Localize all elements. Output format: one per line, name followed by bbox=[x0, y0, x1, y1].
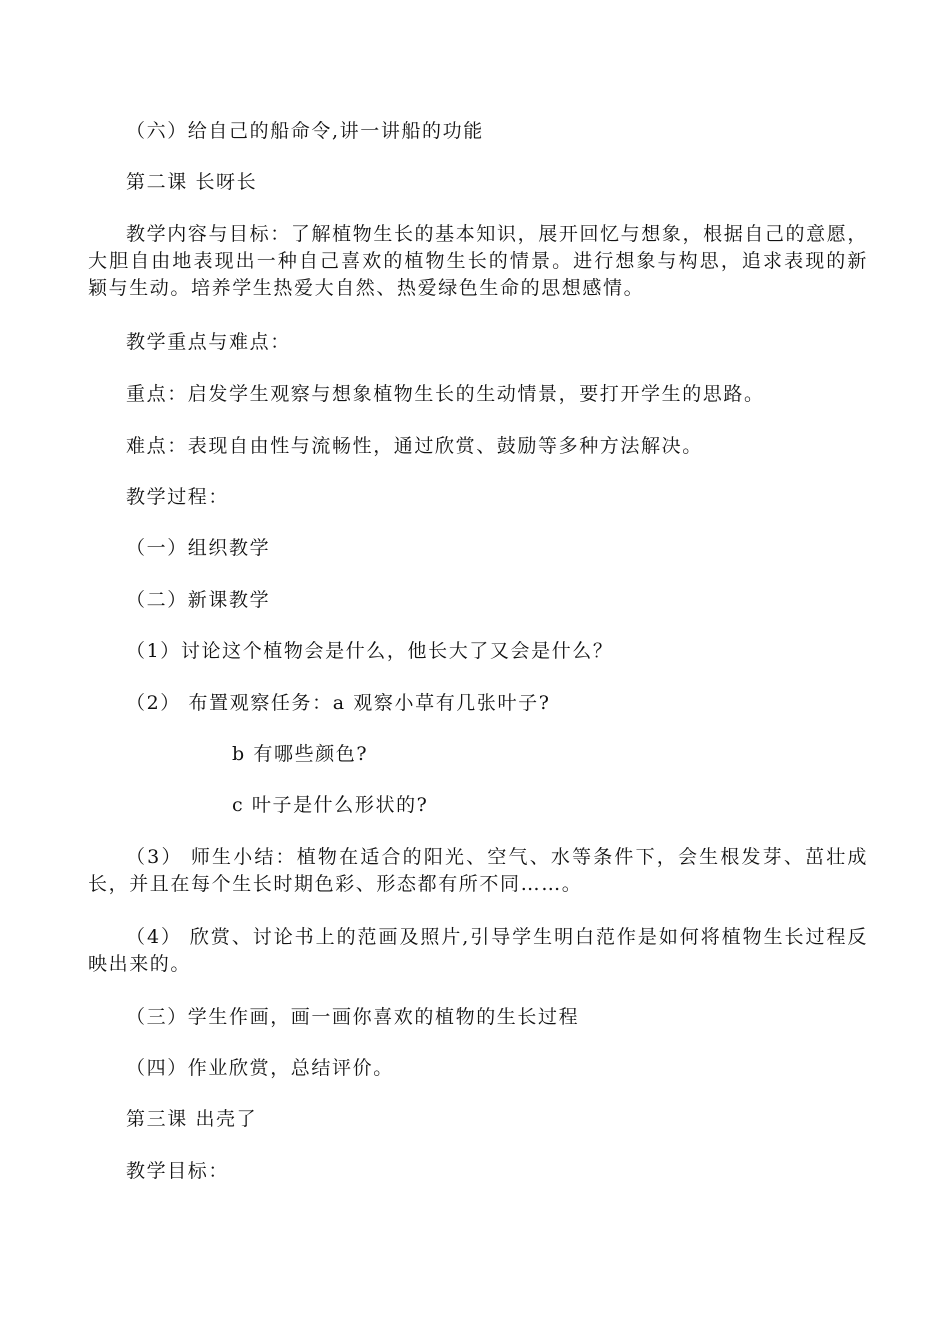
lesson-two-title: 第二课 长呀长 bbox=[126, 171, 258, 193]
difficulty-text: 难点：表现自由性与流畅性，通过欣赏、鼓励等多种方法解决。 bbox=[126, 435, 703, 457]
teaching-goals-heading: 教学目标： bbox=[126, 1160, 230, 1182]
step-four: （四）作业欣赏，总结评价。 bbox=[126, 1057, 394, 1079]
sub-step-two: （2） 布置观察任务：a 观察小草有几张叶子? bbox=[126, 692, 551, 714]
key-points-heading: 教学重点与难点： bbox=[126, 331, 291, 353]
lesson-three-title: 第三课 出壳了 bbox=[126, 1108, 258, 1130]
step-three: （三）学生作画，画一画你喜欢的植物的生长过程 bbox=[126, 1006, 580, 1028]
key-point-text: 重点：启发学生观察与想象植物生长的生动情景，要打开学生的思路。 bbox=[126, 383, 765, 405]
teaching-goals-paragraph: 教学内容与目标：了解植物生长的基本知识，展开回忆与想象，根据自己的意愿，大胆自由地表现出一种自己喜欢的植物生长的情景。进行想象与构思，追求表现的新颖与生动。培养学生热爱大自然、热爱绿色生命的思想感情。 bbox=[88, 223, 868, 299]
sub-step-four-paragraph: （4） 欣赏、讨论书上的范画及照片,引导学生明白范作是如何将植物生长过程反映出来的。 bbox=[88, 926, 868, 975]
step-one: （一）组织教学 bbox=[126, 537, 271, 559]
step-two: （二）新课教学 bbox=[126, 589, 271, 611]
process-heading: 教学过程： bbox=[126, 486, 230, 508]
sub-step-two-c: c 叶子是什么形状的? bbox=[232, 794, 429, 816]
sub-step-one: （1）讨论这个植物会是什么，他长大了又会是什么？ bbox=[126, 640, 614, 662]
sub-step-three-paragraph: （3） 师生小结：植物在适合的阳光、空气、水等条件下，会生根发芽、茁壮成长，并且在每个生长时期色彩、形态都有所不同……。 bbox=[88, 846, 868, 895]
text-line-step-six: （六）给自己的船命令,讲一讲船的功能 bbox=[126, 120, 484, 142]
sub-step-two-b: b 有哪些颜色? bbox=[232, 743, 369, 765]
